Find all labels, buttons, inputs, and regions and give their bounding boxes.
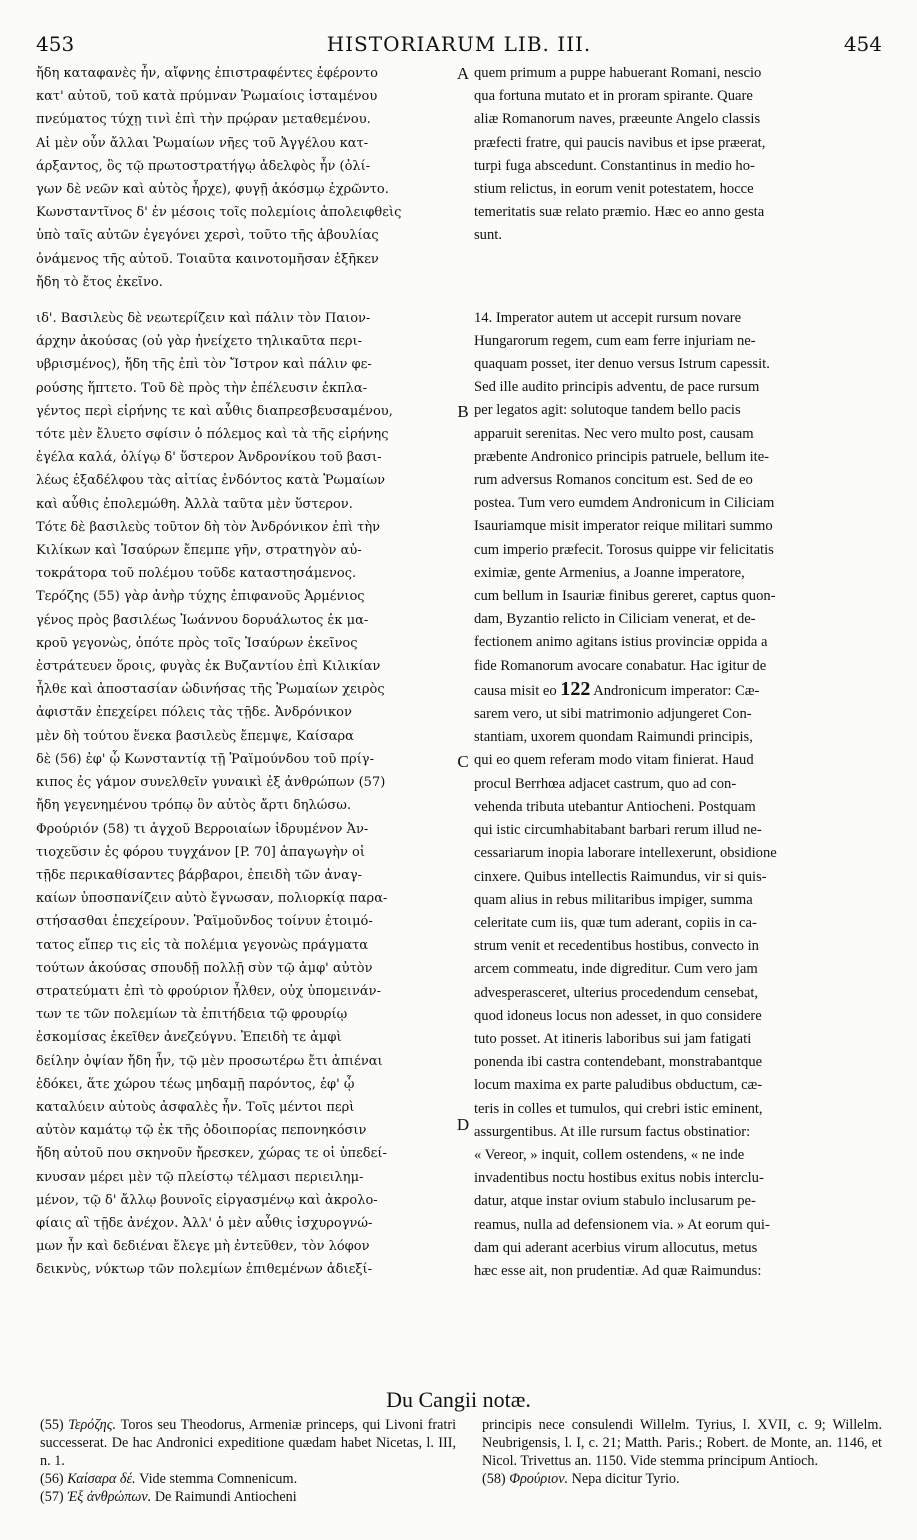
greek-line: ἤδη γεγενημένου τρόπῳ ὃν αὐτὸς ἄρτι δηλώσω. bbox=[36, 798, 352, 814]
greek-line: ὑπὸ ταῖς αὐτῶν ἐγεγόνει χερσὶ, τοῦτο τῆς ἀβουλίας bbox=[36, 228, 379, 244]
greek-line: ιδ'. Βασιλεὺς δὲ νεωτερίζειν καὶ πάλιν τὸν Παιον- bbox=[36, 311, 371, 327]
note-text: Vide stemma Comnenicum. bbox=[139, 1471, 298, 1487]
greek-line: ἐγέλα καλά, ὀλίγῳ δ' ὕστερον Ἀνδρονίκου τοῦ βασι- bbox=[36, 450, 382, 466]
latin-line: qui eo quem referam modo vitam finierat. Haud bbox=[474, 752, 754, 769]
greek-line: ἐσκομίσας ἐκεῖθεν ἀνεζεύγνυ. Ἐπειδὴ τε ἀμφὶ bbox=[36, 1030, 342, 1046]
greek-line: γων δὲ νεῶν καὶ αὐτὸς ἦρχε), φυγῇ ἀκόσμῳ ἐχρῶντο. bbox=[36, 182, 389, 198]
page-number-right: 454 bbox=[843, 32, 882, 56]
greek-line: τούτων ἀκούσας σπουδῇ πολλῇ σὺν τῷ ἀμφ' αὐτὸν bbox=[36, 960, 373, 976]
margin-letter-d: D bbox=[456, 1115, 470, 1134]
latin-line: temeritatis suæ relato præmio. Hæc eo anno gesta bbox=[474, 204, 765, 221]
latin-line: rum adversus Romanos concitum est. Sed de eo bbox=[474, 472, 753, 489]
greek-line: τατος εἴπερ τις εἰς τὰ πολέμια γεγονὼς πράγματα bbox=[36, 937, 369, 953]
greek-line: μων ἦν καὶ δεδιέναι ἔλεγε μὴ ἐντεῦθεν, τὸν λόφον bbox=[36, 1239, 370, 1255]
greek-line: ἤδη τὸ ἔτος ἐκεῖνο. bbox=[36, 274, 163, 290]
note-57-continued: principis nece consulendi Willelm. Tyrius, l. XVII, c. 9; Willelm. Neubrigensis, l. I, c. 21; Matth. Paris.; Robert. de Monte, an. 1146, et Nicol. Trivettus an. 1150. Vide stemma principum Antioch. bbox=[482, 1417, 882, 1469]
greek-line: γέντος περὶ εἰρήνης τε καὶ αὖθις διαπρεσβευσαμένου, bbox=[36, 403, 393, 419]
note-text: Toros seu Theodorus, Armeniæ princeps, qui Livoni fratri successerat. De hac Andronici expeditione quædam habet Nicetas, l. III, n. 1. bbox=[40, 1417, 457, 1469]
greek-line: άρξαντος, ὃς τῷ πρωτοστρατήγῳ ἀδελφὸς ἦν (ὀλί- bbox=[36, 158, 371, 174]
greek-line: Φρούριόν (58) τι ἀγχοῦ Βερροιαίων ἱδρυμένον Ἀν- bbox=[36, 821, 369, 837]
greek-line: Τότε δὲ βασιλεὺς τοῦτον δὴ τὸν Ἀνδρόνικον ἐπὶ τὴν bbox=[36, 519, 381, 535]
latin-line: turpi fuga abscedunt. Constantinus in medio ho- bbox=[474, 157, 755, 174]
greek-line: ἐδόκει, ἅτε χώρου τέως μηδαμῇ παρόντος, ἐφ' ᾧ bbox=[36, 1076, 355, 1092]
latin-line: sunt. bbox=[474, 227, 502, 244]
greek-line: αὐτὸν καμάτῳ τῷ ἐκ τῆς ὁδοιπορίας πεπονηκόσιν bbox=[36, 1123, 367, 1139]
latin-line: sarem vero, ut sibi matrimonio adjungeret Con- bbox=[474, 706, 752, 723]
note-number: (58) bbox=[482, 1471, 506, 1487]
latin-line: aliæ Romanorum naves, præeunte Angelo classis bbox=[474, 111, 761, 128]
latin-line: cinxere. Quibus intellectis Raimundus, vir si quis- bbox=[474, 868, 767, 885]
latin-line: stantiam, uxorem quondam Raimundi principis, bbox=[474, 729, 753, 746]
note-lemma: Καίσαρα δέ. bbox=[67, 1471, 136, 1487]
latin-line: fide Romanorum avocare conabatur. Hac igitur de bbox=[474, 657, 767, 674]
latin-line: quem primum a puppe habuerant Romani, nescio bbox=[474, 65, 762, 81]
greek-line: φίαις αἳ τῇδε ἀνέχον. Ἀλλ' ὁ μὲν αὖθις ἰσχυρογνώ- bbox=[36, 1215, 373, 1231]
note-lemma: Ἐξ ἀνθρώπων. bbox=[67, 1489, 152, 1505]
latin-line-part: Andronicum imperator: Cæ- bbox=[593, 682, 760, 699]
latin-line: invadentibus noctu hostibus exitus nobis interclu- bbox=[474, 1170, 764, 1187]
greek-line: ἦλθε καὶ ἀποστασίαν ὠδινήσας τῆς Ῥωμαίων χειρὸς bbox=[36, 682, 385, 698]
greek-line: κροῦ γεγονὼς, ὁπότε πρὸς τοῖς Ἰσαύρων ἐκεῖνος bbox=[36, 635, 358, 651]
latin-paragraph-1 bbox=[474, 62, 882, 248]
latin-line: fectionem animo agitans istius provinciæ oppida a bbox=[474, 634, 768, 651]
edition-page-marker: 122 bbox=[560, 677, 591, 700]
note-number: (55) bbox=[40, 1417, 64, 1433]
greek-paragraph-2 bbox=[36, 307, 450, 1282]
greek-line: ὀνάμενος τῆς αὐτοῦ. Τοιαῦτα καινοτομῆσαν ἐξῆκεν bbox=[36, 251, 379, 267]
greek-paragraph-1 bbox=[36, 62, 450, 294]
latin-line: dam qui aderant acerbius virum allocutus, metus bbox=[474, 1239, 758, 1256]
note-56 bbox=[40, 1470, 456, 1488]
greek-line: κατ' αὐτοῦ, τοῦ κατὰ πρύμναν Ῥωμαίοις ἱσταμένου bbox=[36, 89, 378, 105]
latin-line: præfecti fratre, qui paucis navibus et ipse præerat, bbox=[474, 134, 766, 151]
latin-line: vehenda tributa utebantur Antiocheni. Postquam bbox=[474, 798, 756, 815]
greek-line: στήσασθαι ἐπεχείρουν. Ῥαϊμοῦνδος τοίνυν ἑτοιμό- bbox=[36, 914, 373, 930]
greek-line: δεικνὺς, νύκτωρ τῶν πολεμίων ἐπιθεμένων ἀδιεξί- bbox=[36, 1262, 372, 1278]
greek-line: Κωνσταντῖνος δ' ἐν μέσοις τοῖς πολεμίοις ἀπολειφθεὶς bbox=[36, 205, 402, 221]
greek-line: ἤδη καταφανὲς ἦν, αἴφνης ἐπιστραφέντες ἐφέροντο bbox=[36, 66, 379, 81]
latin-line-part: causa misit eo bbox=[474, 682, 557, 699]
margin-letter-a: A bbox=[456, 64, 470, 83]
latin-line: advesperasceret, ulterius procedendum censebat, bbox=[474, 984, 759, 1001]
greek-line: Τερόζης (55) γὰρ ἀνὴρ τύχης ἐπιφανοῦς Ἀρμένιος bbox=[36, 589, 365, 605]
greek-line: πνεύματος τύχῃ τινὶ ἐπὶ τὴν πρῴραν μεταθεμένου. bbox=[36, 112, 371, 128]
latin-line-with-page-marker bbox=[474, 678, 882, 703]
greek-line: τιοχεῦσιν ἐς φόρου τυγχάνον [P. 70] ἀπαγωγὴν οἱ bbox=[36, 844, 365, 860]
latin-line: procul Berrhœa adjacet castrum, quo ad con- bbox=[474, 775, 737, 792]
latin-line: quaquam posset, iter denuo versus Istrum capessit. bbox=[474, 356, 770, 373]
greek-line: των τε τῶν πολεμίων τὰ ἐπιτήδεια τῷ φρουρίῳ bbox=[36, 1007, 348, 1023]
latin-line: qui istic circumhabitabant barbari rerum illud ne- bbox=[474, 822, 762, 839]
note-text: Nepa dicitur Tyrio. bbox=[571, 1471, 680, 1487]
latin-line: cessariarum inopia laborare intellexerunt, obsidione bbox=[474, 845, 777, 862]
greek-line: κιπος ἐς γάμον συνελθεῖν γυναικὶ ἐξ ἀνθρώπων (57) bbox=[36, 775, 386, 791]
latin-line: 14. Imperator autem ut accepit rursum novare bbox=[474, 309, 742, 326]
latin-line: datur, atque instar ovium stabulo inclusarum pe- bbox=[474, 1193, 756, 1210]
latin-line: eximiæ, gente Armenius, a Joanne imperatore, bbox=[474, 564, 745, 581]
greek-line: Αἱ μὲν οὖν ἄλλαι Ῥωμαίων νῆες τοῦ Ἀγγέλου κατ- bbox=[36, 135, 369, 151]
note-55 bbox=[40, 1416, 456, 1470]
greek-line: μὲν δὴ τούτου ἕνεκα βασιλεὺς ἔπεμψε, Καίσαρα bbox=[36, 728, 354, 744]
greek-line: καὶ αὖθις ἐπολεμώθη. Ἀλλὰ ταῦτα μὲν ὕστερον. bbox=[36, 496, 353, 512]
latin-line: dam, Byzantio relicto in Ciliciam venerat, et de- bbox=[474, 611, 756, 628]
margin-letter-b: B bbox=[457, 402, 469, 421]
greek-line: καταλύειν αὐτοὺς ἀσφαλὲς ἦν. Τοῖς μέντοι περὶ bbox=[36, 1099, 355, 1115]
latin-line: ponenda ibi castra contendebant, monstrabantque bbox=[474, 1054, 763, 1071]
note-57 bbox=[40, 1488, 456, 1506]
greek-line: δείλην ὀψίαν ἤδη ἦν, τῷ μὲν προσωτέρω ἔτι ἀπιέναι bbox=[36, 1053, 383, 1069]
greek-line: τῇδε περικαθίσαντες βάρβαροι, ἐπειδὴ τῶν ἀναγ- bbox=[36, 867, 363, 883]
running-header bbox=[36, 32, 882, 60]
note-lemma: Φρούριον. bbox=[509, 1471, 569, 1487]
latin-line: tuto posset. At itineris laboribus sui jam fatigati bbox=[474, 1030, 752, 1047]
greek-line: λέως ἐξαδέλφου τὰς αἰτίας ἐνδόντος κατὰ Ῥωμαίων bbox=[36, 473, 385, 489]
latin-line: assurgentibus. At ille rursum factus obstinatior: bbox=[474, 1123, 751, 1140]
greek-line: κνυσαν μέρει μὲν τῷ πλείστῳ τέλμασι περιειλημ- bbox=[36, 1169, 364, 1185]
note-58 bbox=[482, 1470, 882, 1488]
latin-line: strum venit et recedentibus hostibus, convecto in bbox=[474, 938, 759, 955]
latin-line: « Vereor, » inquit, collem ostendens, « ne inde bbox=[474, 1146, 745, 1163]
greek-line: υβρισμένος), ἤδη τῆς ἐπὶ τὸν Ἴστρον καὶ πάλιν φε- bbox=[36, 357, 372, 373]
note-text: De Raimundi Antiocheni bbox=[154, 1489, 297, 1505]
greek-line: Κιλίκων καὶ Ἰσαύρων ἔπεμπε γῆν, στρατηγὸν αὐ- bbox=[36, 543, 362, 559]
latin-line: per legatos agit: solutoque tandem bello pacis bbox=[474, 402, 741, 419]
notes-heading: Du Cangii notæ. bbox=[386, 1387, 531, 1412]
latin-line: arcem commeatu, inde digreditur. Cum vero jam bbox=[474, 961, 758, 978]
greek-column bbox=[36, 62, 450, 1282]
latin-line: Sed ille audito principis adventu, de pace rursum bbox=[474, 379, 760, 396]
greek-line: ἤδη αὐτοῦ που σκηνοῦν ἤρεσκεν, χώρας τε οἱ ὑπεδεί- bbox=[36, 1146, 387, 1162]
greek-line: γένος πρὸς βασιλέως Ἰωάννου δορυάλωτος ἐκ μα- bbox=[36, 612, 369, 628]
latin-column bbox=[474, 62, 882, 1283]
latin-line: quod idoneus locus non adesset, in quo considere bbox=[474, 1007, 762, 1024]
latin-line: reamus, nulla ad defensionem via. » At eorum qui- bbox=[474, 1216, 770, 1233]
notes-right-column bbox=[482, 1416, 882, 1488]
greek-line: τοκράτορα τοῦ πολέμου τοῦδε καταστησάμενος. bbox=[36, 566, 357, 582]
greek-line: μένον, τῷ δ' ἄλλῳ βουνοῖς εἰργασμένῳ καὶ ἀκρολο- bbox=[36, 1192, 378, 1208]
latin-line: Hungarorum regem, cum eam ferre injuriam ne- bbox=[474, 332, 756, 349]
latin-line: hæc esse ait, non prudentiæ. Ad quæ Raimundus: bbox=[474, 1262, 762, 1279]
greek-line: δὲ (56) ἐφ' ᾧ Κωνσταντίᾳ τῇ Ῥαϊμούνδου τοῦ πρίγ- bbox=[36, 751, 374, 767]
latin-line: cum imperio præfecit. Torosus quippe vir felicitatis bbox=[474, 541, 774, 558]
latin-line: Isauriamque misit imperator reique militari summo bbox=[474, 518, 773, 535]
latin-line: apparuit serenitas. Nec vero multo post, causam bbox=[474, 425, 754, 442]
note-number: (56) bbox=[40, 1471, 64, 1487]
latin-line: celeritate cum iis, quæ tum aderant, copiis in ca- bbox=[474, 914, 757, 931]
greek-line: στρατεύματι ἐπὶ τὸ φρούριον ἦλθεν, οὐχ ὑπομεινάν- bbox=[36, 983, 381, 999]
margin-letter-c: C bbox=[457, 752, 469, 771]
greek-line: ρούσης ἥπτετο. Τοῦ δὲ πρὸς τὴν ἐπέλευσιν ἐκπλα- bbox=[36, 380, 368, 396]
greek-line: ἐστράτευεν ὅροις, φυγὰς ἐκ Βυζαντίου ἐπὶ Κιλικίαν bbox=[36, 659, 381, 675]
running-title: HISTORIARUM LIB. III. bbox=[326, 32, 592, 56]
latin-line: præbente Andronico principis patruele, bellum ite- bbox=[474, 448, 770, 465]
greek-line: τότε μὲν ἔλυετο σφίσιν ὁ πόλεμος καὶ τὰ τῆς εἰρήνης bbox=[36, 427, 389, 443]
latin-line: quam alius in rebus militaribus impiger, summa bbox=[474, 891, 753, 908]
latin-paragraph-2 bbox=[474, 307, 882, 1284]
greek-line: καίων ὑποσπανίζειν αὐτὸ ἔγνωσαν, πολιορκίᾳ παρα- bbox=[36, 891, 388, 907]
note-lemma: Τερόζης. bbox=[68, 1417, 117, 1433]
note-number: (57) bbox=[40, 1489, 64, 1505]
latin-line: postea. Tum vero eumdem Andronicum in Ciliciam bbox=[474, 495, 775, 512]
latin-line: cum bellum in Isauriæ finibus gereret, captus quon- bbox=[474, 588, 776, 605]
latin-line: locum maxima ex parte paludibus obductum, cæ- bbox=[474, 1077, 763, 1094]
notes-left-column bbox=[40, 1416, 456, 1506]
latin-line: teris in colles et tumulos, qui crebri istic eminent, bbox=[474, 1100, 763, 1117]
page-number-left: 453 bbox=[36, 32, 75, 56]
latin-line: stium relictus, in eorum venit potestatem, hocce bbox=[474, 181, 754, 198]
greek-line: ἀφιστᾶν ἐπεχείρει πόλεις τὰς τῇδε. Ἀνδρόνικον bbox=[36, 705, 352, 721]
greek-line: άρχην ἀκούσας (οὐ γὰρ ἠνείχετο τηλικαῦτα περι- bbox=[36, 334, 363, 350]
latin-line: qua fortuna mutato et in proram spirante. Quare bbox=[474, 88, 753, 105]
